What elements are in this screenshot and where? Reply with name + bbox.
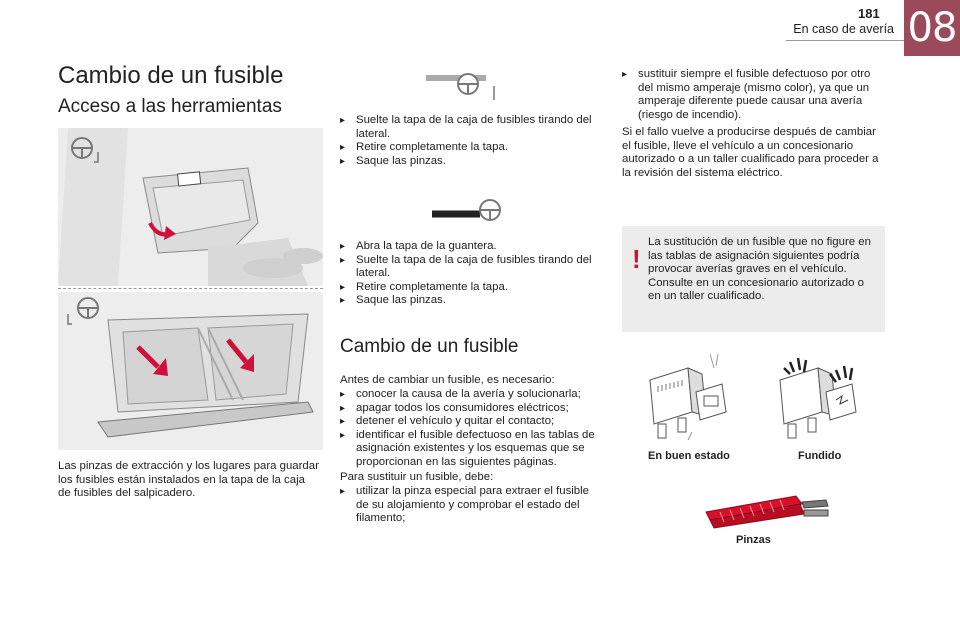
change-intro: Antes de cambiar un fusible, es necesario:: [340, 374, 555, 386]
before-list: [340, 388, 598, 470]
warning-box: [622, 226, 885, 332]
list-item: ▸ sustituir siempre el fusible defectuoso por otro del mismo amperaje (mismo color), ya que un amperaje diferente puede causar una avería (riesgo de incendio).: [622, 68, 871, 121]
label-pliers: Pinzas: [736, 534, 771, 546]
list-item: ▸ Suelte la tapa de la caja de fusibles tirando del lateral.: [340, 114, 592, 140]
checkbox-arrow-icon: ▸: [340, 416, 346, 428]
steering-wheel-icon: [424, 70, 504, 109]
list-item: ▸ Retire completamente la tapa.: [340, 141, 508, 154]
checkbox-arrow-icon: ▸: [340, 429, 346, 441]
list-item: ▸ identificar el fusible defectuoso en las tablas de asignación existentes y los esquemas que se proporcionan en las siguientes páginas.: [340, 428, 595, 468]
list-item: ▸ utilizar la pinza especial para extraer el fusible de su alojamiento y comprobar el estado del filamento;: [340, 485, 589, 525]
header-divider: [786, 40, 904, 41]
list-item: ▸ Saque las pinzas.: [340, 294, 446, 307]
section-title-change: Cambio de un fusible: [340, 336, 519, 357]
photo-rhd-glovebox: [58, 292, 323, 450]
list-item: ▸ conocer la causa de la avería y solucionarla;: [340, 388, 581, 400]
label-blown-fuse: Fundido: [798, 450, 842, 462]
section-title-tools: Acceso a las herramientas: [58, 96, 282, 117]
checkbox-arrow-icon: ▸: [340, 389, 346, 400]
fuse-blown-illustration: [770, 352, 870, 447]
checkbox-arrow-icon: ▸: [340, 115, 346, 126]
checkbox-arrow-icon: ▸: [622, 69, 628, 80]
list-item: ▸ detener el vehículo y quitar el contacto;: [340, 415, 555, 428]
checkbox-arrow-icon: ▸: [340, 254, 346, 266]
photo-lhd-fusebox: [58, 128, 323, 286]
list-item: ▸ Saque las pinzas.: [340, 154, 446, 167]
checkbox-arrow-icon: ▸: [340, 241, 346, 252]
checkbox-arrow-icon: ▸: [340, 486, 346, 497]
checkbox-arrow-icon: ▸: [340, 295, 346, 307]
page-number: 181: [858, 6, 880, 21]
chapter-tab: 08: [904, 0, 960, 56]
fuse-good-illustration: [640, 352, 740, 447]
checkbox-arrow-icon: ▸: [340, 281, 346, 293]
exclamation-icon: !: [632, 244, 641, 274]
steering-wheel-icon: [64, 294, 104, 333]
pliers-illustration: [700, 490, 832, 539]
steering-wheel-icon: [64, 134, 104, 169]
list-item: ▸ apagar todos los consumidores eléctricos;: [340, 401, 569, 414]
list-item: ▸ Suelte la tapa de la caja de fusibles tirando del lateral.: [340, 253, 592, 280]
repeat-fault-paragraph: Si el fallo vuelve a producirse después de cambiar el fusible, lleve el vehículo a un concesionario autorizado o a un taller cualificado para proceder a la revisión del sistema eléctrico.: [622, 126, 879, 179]
chapter-name: En caso de avería: [793, 22, 894, 36]
checkbox-arrow-icon: ▸: [340, 142, 346, 154]
tools-caption: Las pinzas de extracción y los lugares para guardar los fusibles están instalados en la tapa de la caja de fusibles del salpicadero.: [58, 460, 319, 500]
checkbox-arrow-icon: ▸: [340, 155, 346, 167]
replace-list: [340, 485, 598, 526]
checkbox-arrow-icon: ▸: [340, 402, 346, 414]
replace-list-cont: [622, 68, 880, 122]
label-good-fuse: En buen estado: [648, 450, 730, 462]
list-item: ▸ Retire completamente la tapa.: [340, 280, 508, 293]
rhd-steps-list: [340, 240, 596, 308]
steering-wheel-icon: [428, 198, 508, 233]
warning-text: La sustitución de un fusible que no figure en las tablas de asignación siguientes podría provocar averías graves en el vehículo. Consulte en un concesionario autorizado o en un taller cualificado.: [648, 236, 871, 303]
lhd-steps-list: [340, 114, 596, 168]
replace-intro: Para sustituir un fusible, debe:: [340, 471, 494, 483]
image-divider: [58, 288, 323, 289]
list-item: ▸ Abra la tapa de la guantera.: [340, 240, 497, 252]
page-title: Cambio de un fusible: [58, 62, 284, 89]
